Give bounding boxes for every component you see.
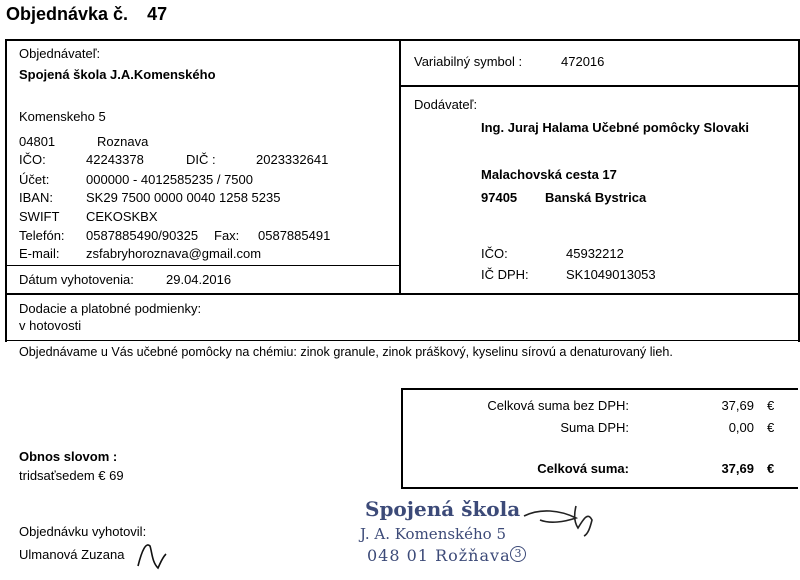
- frame-top: [5, 39, 800, 41]
- order-text: Objednávame u Vás učebné pomôcky na chémiu: zinok granule, zinok práškový, kyselinu sírovú a denaturovaný lieh.: [19, 345, 673, 359]
- in-words-value: tridsaťsedem € 69: [19, 468, 124, 483]
- supplier-ico-label: IČO:: [481, 246, 508, 261]
- net-value: 37,69: [721, 398, 754, 413]
- variable-symbol-value: 472016: [561, 54, 605, 69]
- buyer-ico-label: IČO:: [19, 152, 46, 167]
- buyer-phone-label: Telefón:: [19, 228, 65, 243]
- supplier-icdph: SK1049013053: [566, 267, 656, 282]
- variable-symbol-label: Variabilný symbol :: [414, 54, 523, 69]
- total-label: Celková suma:: [537, 461, 629, 476]
- buyer-ico: 42243378: [86, 152, 144, 167]
- buyer-account: 000000 - 4012585235 / 7500: [86, 172, 253, 187]
- signature-initials: [136, 540, 172, 572]
- vat-label: Suma DPH:: [560, 420, 629, 435]
- buyer-street: Komenskeho 5: [19, 109, 106, 124]
- stamp-line2: J. A. Komenského 5: [360, 525, 507, 543]
- issued-by-name: Ulmanová Zuzana: [19, 547, 125, 562]
- title-label: Objednávka č.: [6, 4, 129, 24]
- supplier-zip: 97405: [481, 190, 518, 205]
- buyer-iban: SK29 7500 0000 0040 1258 5235: [86, 190, 281, 205]
- supplier-city: Banská Bystrica: [545, 190, 647, 205]
- document-title: [6, 4, 167, 25]
- issued-by-label: Objednávku vyhotovil:: [19, 524, 147, 539]
- divider-supplier-bottom: [399, 293, 800, 295]
- supplier-ico: 45932212: [566, 246, 624, 261]
- signature: [520, 498, 610, 538]
- stamp-number: 3: [510, 546, 526, 562]
- buyer-email: zsfabryhoroznava@gmail.com: [86, 246, 262, 261]
- buyer-email-label: E-mail:: [19, 246, 60, 261]
- buyer-zip: 04801: [19, 134, 56, 149]
- buyer-phone: 0587885490/90325: [86, 228, 199, 243]
- date-value: 29.04.2016: [166, 272, 232, 287]
- buyer-dic: 2023332641: [256, 152, 329, 167]
- divider-date-bottom: [5, 293, 401, 295]
- buyer-name: Spojená škola J.A.Komenského: [19, 67, 216, 82]
- divider-date-top: [5, 265, 401, 266]
- buyer-fax: 0587885491: [258, 228, 331, 243]
- buyer-swift: CEKOSKBX: [86, 209, 158, 224]
- supplier-icdph-label: IČ DPH:: [481, 267, 529, 282]
- supplier-label: Dodávateľ:: [414, 97, 478, 112]
- in-words-label: Obnos slovom :: [19, 449, 118, 464]
- net-label: Celková suma bez DPH:: [487, 398, 629, 413]
- buyer-label: Objednávateľ:: [19, 46, 101, 61]
- buyer-fax-label: Fax:: [214, 228, 240, 243]
- stamp-line1: Spojená škola: [365, 497, 521, 521]
- net-currency: €: [767, 398, 775, 413]
- vat-currency: €: [767, 420, 775, 435]
- frame-left: [5, 39, 7, 342]
- terms-label: Dodacie a platobné podmienky:: [19, 301, 202, 316]
- buyer-iban-label: IBAN:: [19, 190, 53, 205]
- terms-value: v hotovosti: [19, 318, 82, 333]
- total-value: 37,69: [721, 461, 754, 476]
- buyer-swift-label: SWIFT: [19, 209, 60, 224]
- order-number: 47: [147, 4, 168, 24]
- stamp-line3: 048 01 Rožňava: [367, 546, 511, 565]
- vat-value: 0,00: [728, 420, 754, 435]
- date-label: Dátum vyhotovenia:: [19, 272, 134, 287]
- total-currency: €: [767, 461, 775, 476]
- supplier-name: Ing. Juraj Halama Učebné pomôcky Slovaki: [481, 120, 750, 135]
- divider-varsymbol: [399, 85, 800, 87]
- buyer-account-label: Účet:: [19, 172, 50, 187]
- buyer-dic-label: DIČ :: [186, 152, 216, 167]
- frame-middle: [399, 39, 401, 294]
- supplier-street: Malachovská cesta 17: [481, 167, 617, 182]
- divider-terms: [5, 340, 800, 341]
- buyer-city: Roznava: [97, 134, 149, 149]
